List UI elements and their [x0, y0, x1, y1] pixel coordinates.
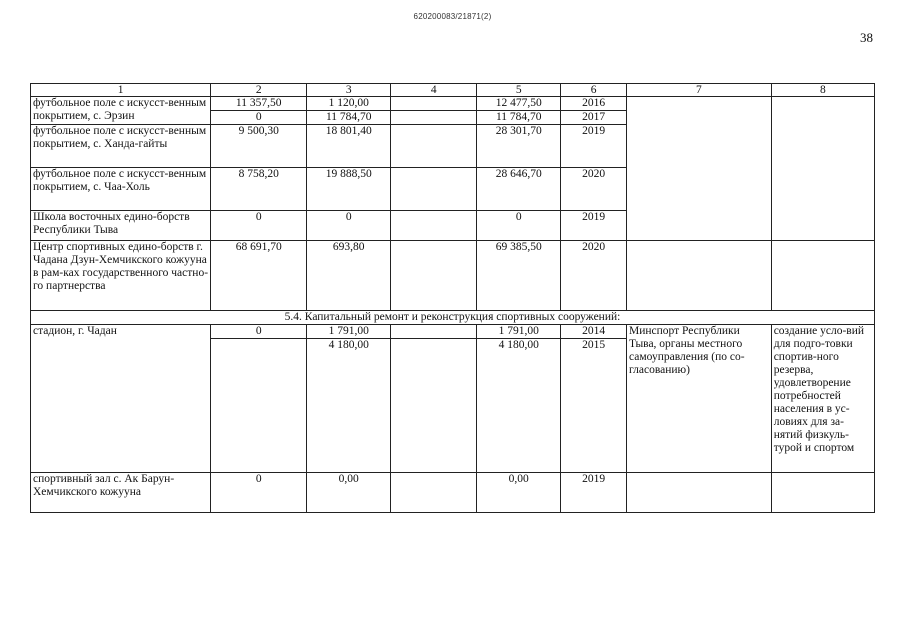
cell-c7 [627, 473, 772, 513]
table-row [31, 473, 875, 513]
column-header: 1 [31, 84, 211, 97]
cell-c6: 2019 [561, 473, 627, 513]
cell-c3: 1 120,00 [307, 97, 391, 111]
cell-c5: 11 784,70 [477, 111, 561, 125]
column-header: 8 [771, 84, 874, 97]
object-name: футбольное поле с искусст-венным покрытием, с. Ханда-гайты [31, 125, 211, 168]
cell-c6: 2017 [561, 111, 627, 125]
column-header: 3 [307, 84, 391, 97]
cell-c4 [391, 473, 477, 513]
cell-c2: 0 [211, 325, 307, 339]
cell-c4 [391, 241, 477, 311]
cell-c4 [391, 339, 477, 473]
object-name: футбольное поле с искусст-венным покрытием, с. Чаа-Холь [31, 168, 211, 211]
section-row [31, 311, 875, 325]
cell-c5: 0 [477, 211, 561, 241]
cell-c8 [771, 97, 874, 241]
cell-c8 [771, 473, 874, 513]
cell-c4 [391, 168, 477, 211]
cell-c7 [627, 97, 772, 241]
section-title: 5.4. Капитальный ремонт и реконструкция спортивных сооружений: [31, 311, 875, 325]
cell-c5: 69 385,50 [477, 241, 561, 311]
cell-c6: 2020 [561, 241, 627, 311]
cell-c6: 2019 [561, 125, 627, 168]
cell-c3: 0,00 [307, 473, 391, 513]
cell-c2: 8 758,20 [211, 168, 307, 211]
object-name: стадион, г. Чадан [31, 325, 211, 473]
document-id: 620200083/21871(2) [413, 12, 492, 21]
cell-c3: 18 801,40 [307, 125, 391, 168]
cell-c5: 12 477,50 [477, 97, 561, 111]
responsible-executor: Минспорт Республики Тыва, органы местного самоуправления (по со-гласованию) [627, 325, 772, 473]
cell-c6: 2019 [561, 211, 627, 241]
data-table [30, 83, 875, 513]
object-name: спортивный зал с. Ак Барун-Хемчикского кожууна [31, 473, 211, 513]
cell-c2: 0 [211, 111, 307, 125]
cell-c5: 28 301,70 [477, 125, 561, 168]
cell-c6: 2020 [561, 168, 627, 211]
cell-c6: 2016 [561, 97, 627, 111]
cell-c3: 1 791,00 [307, 325, 391, 339]
column-header: 4 [391, 84, 477, 97]
cell-c2 [211, 339, 307, 473]
table-header-row [31, 84, 875, 97]
cell-c5: 4 180,00 [477, 339, 561, 473]
cell-c4 [391, 97, 477, 111]
cell-c4 [391, 325, 477, 339]
cell-c3: 19 888,50 [307, 168, 391, 211]
cell-c2: 68 691,70 [211, 241, 307, 311]
cell-c6: 2014 [561, 325, 627, 339]
table-row [31, 241, 875, 311]
cell-c3: 693,80 [307, 241, 391, 311]
column-header: 7 [627, 84, 772, 97]
cell-c7 [627, 241, 772, 311]
expected-result: создание усло-вий для подго-товки спортив-ного резерва, удовлетворение потребностей населения в ус-ловиях для за-нятий физкуль-турой и спортом [771, 325, 874, 473]
column-header: 2 [211, 84, 307, 97]
cell-c3: 11 784,70 [307, 111, 391, 125]
cell-c4 [391, 125, 477, 168]
cell-c4 [391, 111, 477, 125]
cell-c5: 0,00 [477, 473, 561, 513]
page-number: 38 [860, 30, 873, 45]
cell-c2: 11 357,50 [211, 97, 307, 111]
cell-c2: 9 500,30 [211, 125, 307, 168]
table-row [31, 325, 875, 339]
cell-c2: 0 [211, 211, 307, 241]
cell-c3: 0 [307, 211, 391, 241]
object-name: футбольное поле с искусст-венным покрытием, с. Эрзин [31, 97, 211, 125]
cell-c3: 4 180,00 [307, 339, 391, 473]
cell-c5: 1 791,00 [477, 325, 561, 339]
cell-c4 [391, 211, 477, 241]
cell-c6: 2015 [561, 339, 627, 473]
column-header: 5 [477, 84, 561, 97]
object-name: Центр спортивных едино-борств г. Чадана Дзун-Хемчикского кожууна в рам-ках государственного частно-го партнерства [31, 241, 211, 311]
cell-c2: 0 [211, 473, 307, 513]
cell-c5: 28 646,70 [477, 168, 561, 211]
object-name: Школа восточных едино-борств Республики Тыва [31, 211, 211, 241]
column-header: 6 [561, 84, 627, 97]
table-row [31, 97, 875, 111]
cell-c8 [771, 241, 874, 311]
